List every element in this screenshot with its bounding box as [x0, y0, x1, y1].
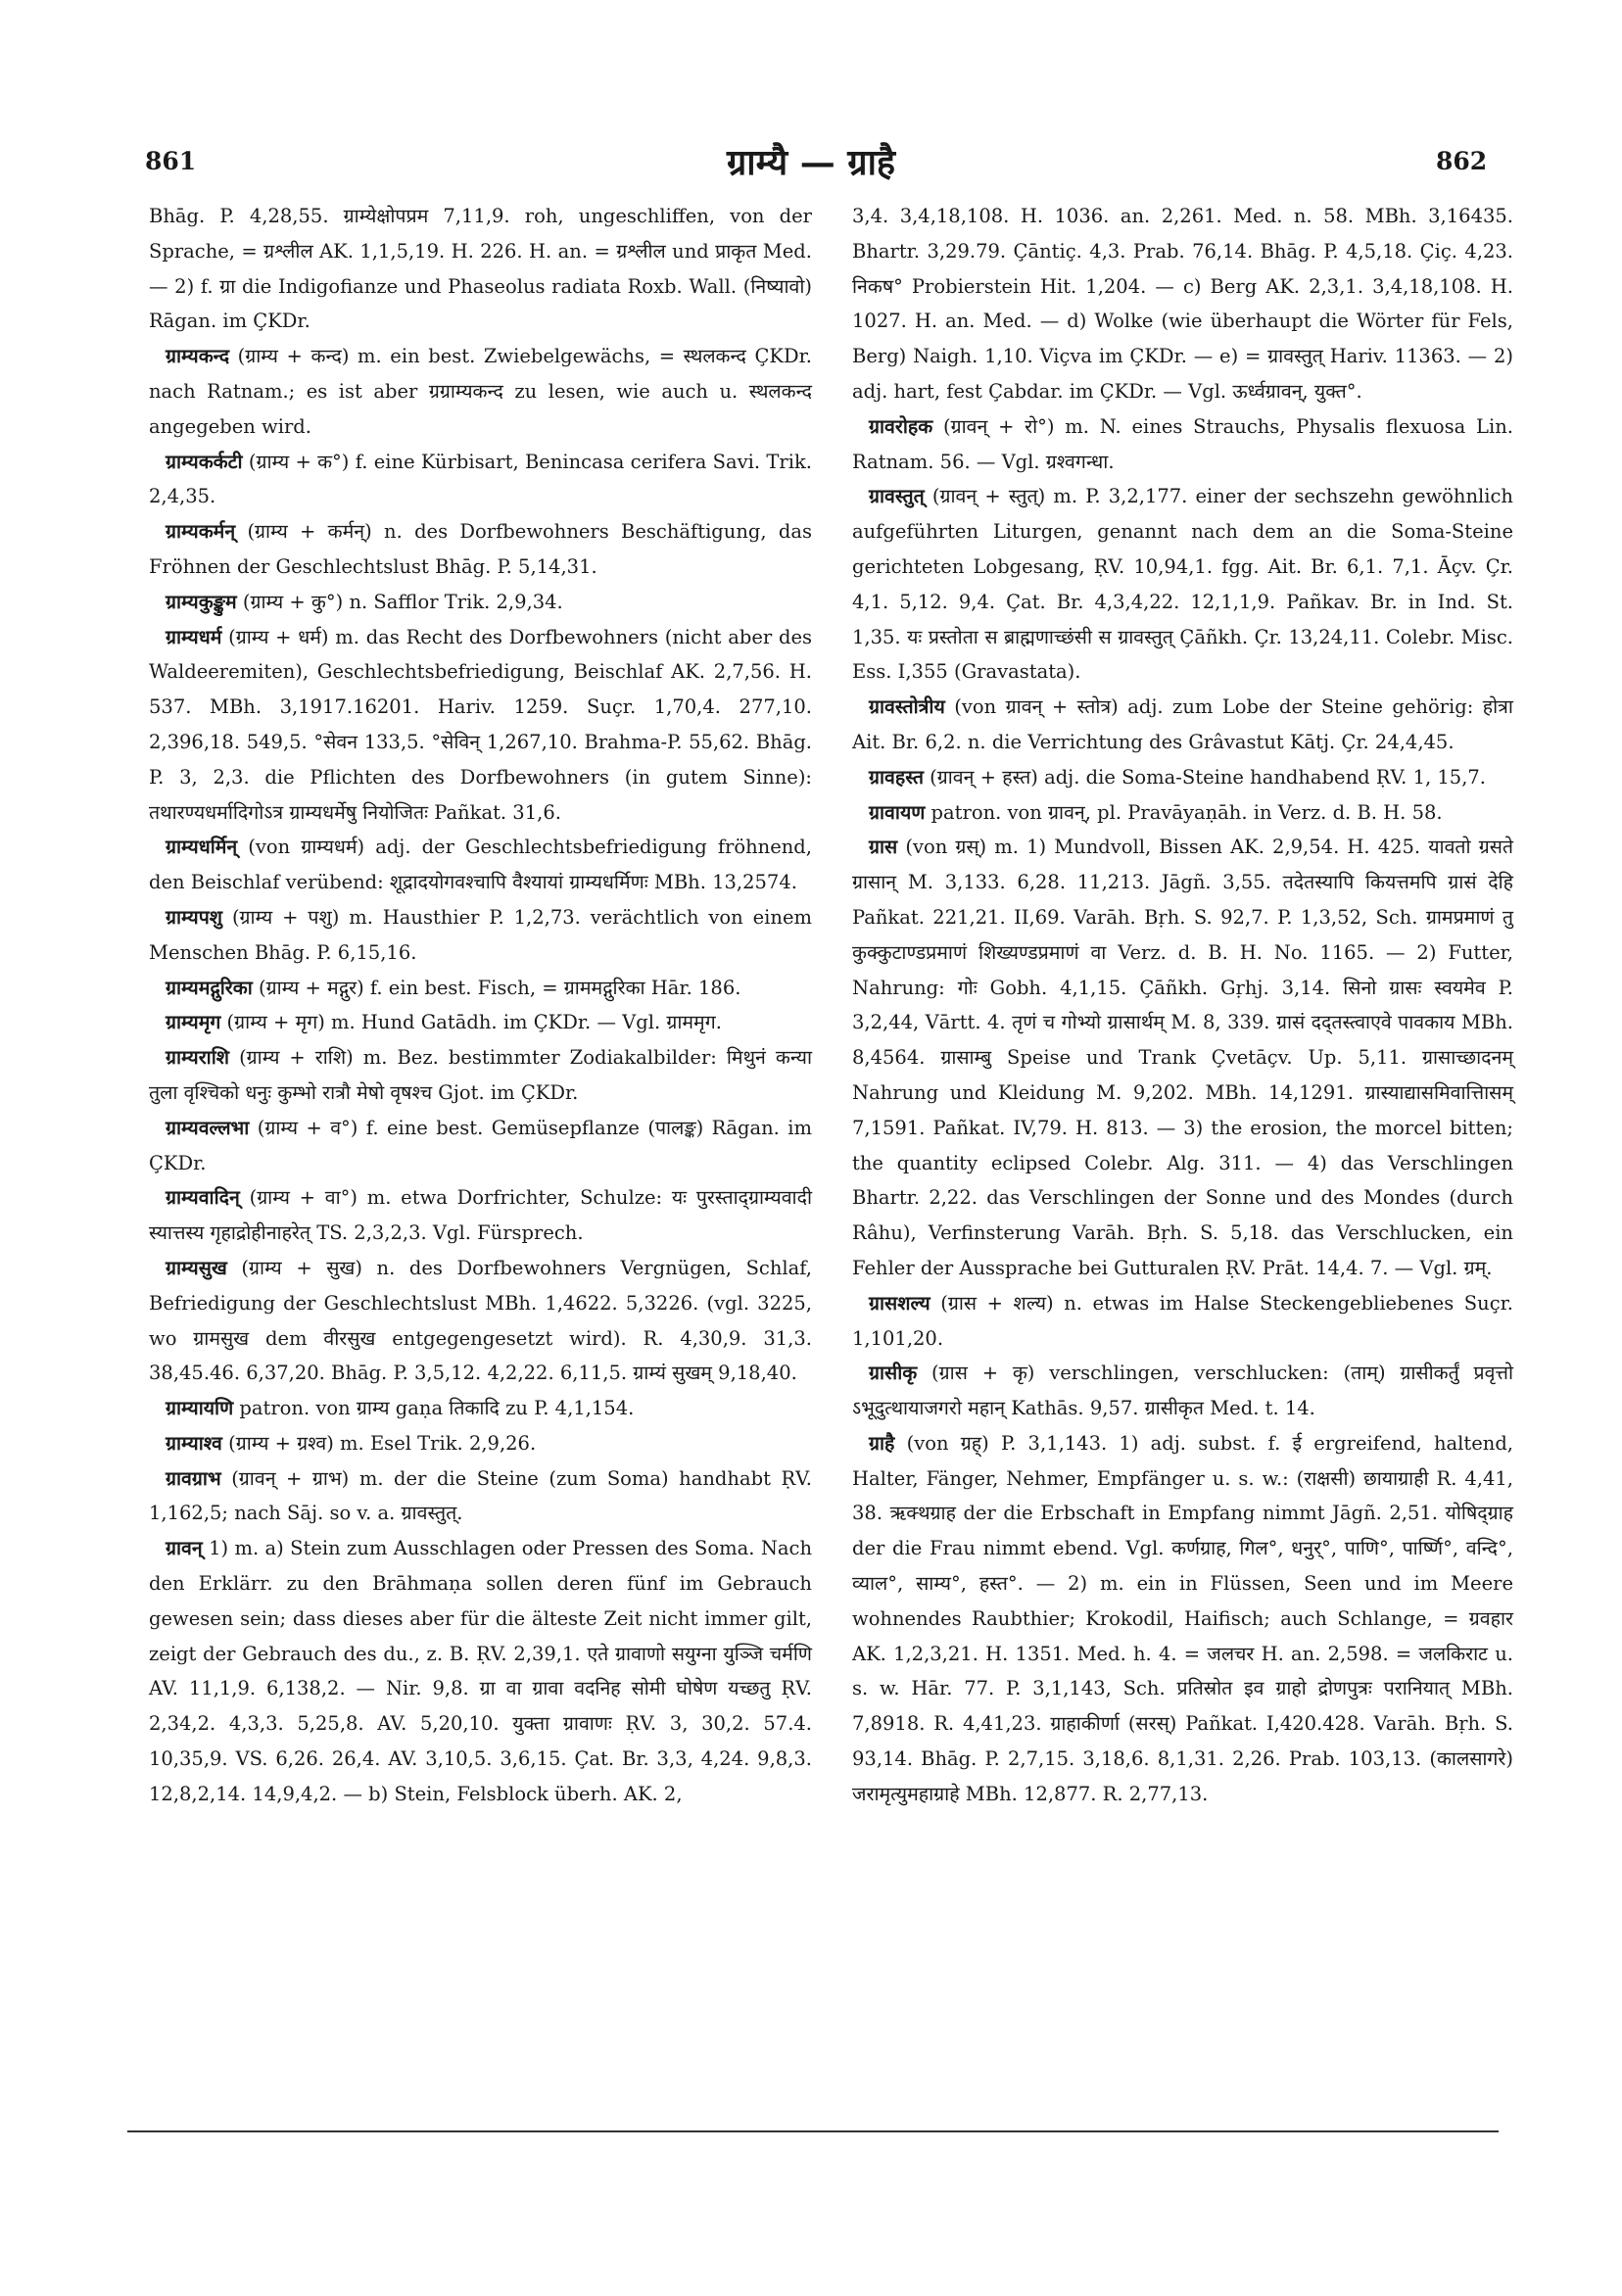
footer-rule [127, 2130, 1499, 2132]
running-head: ग्राम्यै — ग्राहै [726, 142, 896, 183]
headword: ग्राम्यकन्द [166, 345, 230, 368]
dictionary-entry [852, 830, 1513, 1285]
dictionary-entry [149, 445, 812, 515]
entry-text: (ग्राम्य + ग्रश्व) m. Esel Trik. 2,9,26. [221, 1431, 537, 1455]
entry-text: (ग्राम्य + वा°) m. etwa Dorfrichter, Schulze: यः पुरस्ताद्ग्राम्यवादी स्यात्तस्य गृहाद्रोहीनाहरेत् TS. 2,3,2,3. Vgl. Fürsprech. [149, 1186, 812, 1245]
dictionary-entry [149, 1461, 812, 1532]
headword: ग्रावस्तोत्रीय [869, 695, 945, 719]
headword: ग्रासीकृ [869, 1362, 918, 1385]
dictionary-entry [149, 339, 812, 444]
dictionary-entry [852, 479, 1513, 690]
dictionary-entry [149, 199, 812, 339]
entry-text: patron. von ग्राम्य gaṇa तिकादि zu P. 4,1,154. [233, 1397, 635, 1420]
entry-text: (ग्राम्य + मद्गुर) f. ein best. Fisch, = ग्राममद्गुरिका Hār. 186. [252, 976, 741, 999]
entry-text: (ग्राम्य + व°) f. eine best. Gemüsepflanze (पालङ्क) Rāgan. im ÇKDr. [149, 1116, 812, 1174]
headword: ग्रासशल्य [869, 1291, 930, 1315]
entry-text: (ग्रावन् + रो°) m. N. eines Strauchs, Physalis flexuosa Lin. Ratnam. 56. — Vgl. ग्रश्वगन्धा. [852, 414, 1513, 473]
dictionary-entry [149, 1040, 812, 1111]
entry-text: (ग्राम्य + क°) f. eine Kürbisart, Benincasa cerifera Savi. Trik. 2,4,35. [149, 450, 812, 508]
dictionary-entry [149, 830, 812, 900]
dictionary-entry [852, 760, 1513, 795]
headword: ग्राम्यधर्मिन् [166, 836, 238, 859]
dictionary-entry [149, 585, 812, 620]
headword: ग्रावायण [869, 800, 926, 824]
right-column [852, 199, 1513, 1812]
entry-text: (ग्रास + शल्य) n. etwas im Halse Steckengebliebenes Suçr. 1,101,20. [852, 1291, 1513, 1350]
entry-text: (ग्राम्य + कन्द) m. ein best. Zwiebelgewächs, = स्थलकन्द ÇKDr. nach Ratnam.; es ist aber ग्रग्राम्यकन्द zu lesen, wie auch u. स्थलकन्द angegeben wird. [149, 345, 812, 438]
entry-text: patron. von ग्रावन्, pl. Pravāyaṇāh. in Verz. d. B. H. 58. [925, 800, 1443, 824]
dictionary-entry [852, 795, 1513, 831]
dictionary-entry [149, 1426, 812, 1461]
headword: ग्राम्यधर्म [166, 625, 222, 648]
dictionary-entry [852, 1426, 1513, 1812]
entry-text: 1) m. a) Stein zum Ausschlagen oder Pressen des Soma. Nach den Erklärr. zu den Brāhmaṇa sollen deren fünf im Gebrauch gewesen sein; dass dieses aber für die älteste Zeit nicht immer gilt, zeigt der Gebrauch des du., z. B. ṚV. 2,39,1. एते ग्रावाणो सयुग्ना युञ्जि चर्मणि AV. 11,1,9. 6,138,2. — Nir. 9,8. ग्रा वा ग्रावा वदनिह सोमी घोषेण यच्छतु ṚV. 2,34,2. 4,3,3. 5,25,8. AV. 5,20,10. युक्ता ग्रावाणः ṚV. 3, 30,2. 57.4. 10,35,9. VS. 6,26. 26,4. AV. 3,10,5. 3,6,15. Çat. Br. 3,3, 4,24. 9,8,3. 12,8,2,14. 14,9,4,2. — b) Stein, Felsblock überh. AK. 2, [149, 1537, 812, 1805]
dictionary-entry [149, 1391, 812, 1426]
entry-text: (ग्राम्य + धर्म) m. das Recht des Dorfbewohners (nicht aber des Waldeeremiten), Geschlechtsbefriedigung, Beischlaf AK. 2,7,56. H. 537. MBh. 3,1917.16201. Hariv. 1259. Suçr. 1,70,4. 277,10. 2,396,18. 549,5. °सेवन 133,5. °सेविन् 1,267,10. Brahma-P. 55,62. Bhāg. P. 3, 2,3. die Pflichten des Dorfbewohners (in gutem Sinne): तथारण्यधर्मादिगोऽत्र ग्राम्यधर्मेषु नियोजितः Pañkat. 31,6. [149, 625, 812, 824]
dictionary-entry [149, 971, 812, 1006]
dictionary-entry [149, 1531, 812, 1811]
dictionary-entry [852, 1356, 1513, 1426]
headword: ग्राम्यसुख [166, 1256, 227, 1279]
dictionary-entry [149, 1180, 812, 1251]
headword: ग्रावहस्त [869, 765, 924, 789]
entry-text: (von ग्राम्यधर्म) adj. der Geschlechtsbefriedigung fröhnend, den Beischlaf verübend: शूद्रादयोगवश्चापि वैश्यायां ग्राम्यधर्मिणः MBh. 13,2574. [149, 836, 812, 894]
headword: ग्राम्यवादिन् [166, 1186, 240, 1210]
entry-text: (ग्राम्य + सुख) n. des Dorfbewohners Vergnügen, Schlaf, Befriedigung der Geschlechtslust MBh. 1,4622. 5,3226. (vgl. 3225, wo ग्रामसुख dem वीरसुख entgegengesetzt wird). R. 4,30,9. 31,3. 38,45.46. 6,37,20. Bhāg. P. 3,5,12. 4,2,22. 6,11,5. ग्राम्यं सुखम् 9,18,40. [149, 1256, 812, 1385]
entry-text: (ग्राम्य + कर्मन्) n. des Dorfbewohners Beschäftigung, das Fröhnen der Geschlechtslust Bhāg. P. 5,14,31. [149, 520, 812, 578]
entry-text: (ग्राम्य + पशु) m. Hausthier P. 1,2,73. verächtlich von einem Menschen Bhāg. P. 6,15,16. [149, 905, 812, 964]
dictionary-entry [852, 199, 1513, 409]
entry-text: Bhāg. P. 4,28,55. ग्राम्येक्षोपप्रम 7,11,9. roh, ungeschliffen, von der Sprache, = ग्रश्लील AK. 1,1,5,19. H. 226. H. an. = ग्रश्लील und प्राकृत Med. — 2) f. ग्रा die Indigofianze und Phaseolus radiata Roxb. Wall. (निष्यावो) Rāgan. im ÇKDr. [149, 205, 812, 333]
entry-text: 3,4. 3,4,18,108. H. 1036. an. 2,261. Med. n. 58. MBh. 3,16435. Bhartr. 3,29.79. Çāntiç. 4,3. Prab. 76,14. Bhāg. P. 4,5,18. Çiç. 4,23. निकष° Probierstein Hit. 1,204. — c) Berg AK. 2,3,1. 3,4,18,108. H. 1027. H. an. Med. — d) Wolke (wie überhaupt die Wörter für Fels, Berg) Naigh. 1,10. Viçva im ÇKDr. — e) = ग्रावस्तुत् Hariv. 11363. — 2) adj. hart, fest Çabdar. im ÇKDr. — Vgl. ऊर्ध्वग्रावन्, युक्त°. [852, 205, 1513, 403]
left-column [149, 199, 812, 1812]
headword: ग्राम्यकुङ्कुम [166, 590, 237, 613]
headword: ग्रावस्तुत् [869, 485, 925, 508]
headword: ग्राम्यायणि [166, 1397, 234, 1420]
headword: ग्रास [869, 836, 898, 859]
headword: ग्राम्यपशु [166, 905, 223, 929]
dictionary-entry [852, 1286, 1513, 1357]
page-number-right: 862 [1436, 147, 1488, 175]
page-number-left: 861 [145, 147, 197, 175]
entry-text: (ग्रावन् + हस्त) adj. die Soma-Steine handhabend ṚV. 1, 15,7. [923, 765, 1486, 789]
dictionary-entry [149, 1251, 812, 1391]
dictionary-entry [149, 514, 812, 585]
entry-text: (von ग्रह्) P. 3,1,143. 1) adj. subst. f. ई ergreifend, haltend, Halter, Fänger, Nehmer, Empfänger u. s. w.: (राक्षसी) छायाग्राही R. 4,41, 38. ऋक्थग्राह der die Erbschaft in Empfang nimmt Jāgñ. 2,51. योषिद्ग्राह der die Frau nimmt ebend. Vgl. कर्णग्राह, गिल°, धनुर्°, पाणि°, पार्ष्णि°, वन्दि°, व्याल°, साम्य°, हस्त°. — 2) m. ein in Flüssen, Seen und im Meere wohnendes Raubthier; Krokodil, Haifisch; auch Schlange, = ग्रवहार AK. 1,2,3,21. H. 1351. Med. h. 4. = जलचर H. an. 2,598. = जलकिराट u. s. w. Hār. 77. P. 3,1,143, Sch. प्रतिस्रोत इव ग्राहो द्रोणपुत्रः परानियात् MBh. 7,8918. R. 4,41,23. ग्राहाकीर्णा (सरस्) Pañkat. I,420.428. Varāh. Bṛh. S. 93,14. Bhāg. P. 2,7,15. 3,18,6. 8,1,31. 2,26. Prab. 103,13. (कालसागरे) जरामृत्युमहाग्राहे MBh. 12,877. R. 2,77,13. [852, 1431, 1513, 1805]
dictionary-entry [852, 409, 1513, 480]
dictionary-entry [149, 1111, 812, 1181]
entry-text: (ग्रावन् + स्तुत्) m. P. 3,2,177. einer der sechszehn gewöhnlich aufgeführten Liturgen, genannt nach dem an die Soma-Steine gerichteten Lobgesang, ṚV. 10,94,1. fgg. Ait. Br. 6,1. 7,1. Āçv. Çr. 4,1. 5,12. 9,4. Çat. Br. 4,3,4,22. 12,1,1,9. Pañkav. Br. in Ind. St. 1,35. यः प्रस्तोता स ब्राह्मणाच्छंसी स ग्रावस्तुत् Çāñkh. Çr. 13,24,11. Colebr. Misc. Ess. I,355 (Gravastata). [852, 485, 1513, 684]
headword: ग्रावग्राभ [166, 1466, 221, 1490]
headword: ग्राम्यकर्मन् [166, 520, 236, 544]
headword: ग्राहै [869, 1431, 895, 1455]
entry-text: (ग्रावन् + ग्राभ) m. der die Steine (zum Soma) handhabt ṚV. 1,162,5; nach Sāj. so v. a. ग्रावस्तुत्. [149, 1466, 812, 1525]
dictionary-entry [852, 690, 1513, 760]
dictionary-entry [149, 620, 812, 831]
entry-text: (ग्राम्य + राशि) m. Bez. bestimmter Zodiakalbilder: मिथुनं कन्या तुला वृश्चिको धनुः कुम्भो रात्रौ मेषो वृषश्च Gjot. im ÇKDr. [149, 1046, 812, 1104]
headword: ग्रावन् [166, 1537, 203, 1560]
headword: ग्रावरोहक [869, 414, 933, 438]
dictionary-entry [149, 1005, 812, 1040]
entry-text: (ग्राम्य + मृग) m. Hund Gatādh. im ÇKDr. — Vgl. ग्राममृग. [220, 1011, 722, 1034]
headword: ग्राम्यवल्लभा [166, 1116, 250, 1139]
entry-text: (von ग्रस्) m. 1) Mundvoll, Bissen AK. 2,9,54. H. 425. यावतो ग्रसते ग्रासान् M. 3,133. 6,28. 11,213. Jāgñ. 3,55. तदेतस्यापि कियत्तमपि ग्रासं देहि Pañkat. 221,21. II,69. Varāh. Bṛh. S. 92,7. P. 1,3,52, Sch. ग्रामप्रमाणं तु कुक्कुटाण्डप्रमाणं शिख्यण्डप्रमाणं वा Verz. d. B. H. No. 1165. — 2) Futter, Nahrung: गोः Gobh. 4,1,15. Çāñkh. Gṛhj. 3,14. सिनो ग्रासः स्वयमेव P. 3,2,44, Vārtt. 4. तृणं च गोभ्यो ग्रासार्थम् M. 8, 339. ग्रासं दद्तस्त्वाएवे पावकाय MBh. 8,4564. ग्रासाम्बु Speise und Trank Çvetāçv. Up. 5,11. ग्रासाच्छादनम् Nahrung und Kleidung M. 9,202. MBh. 14,1291. ग्रास्याद्यासमिवात्तिासम् 7,1591. Pañkat. IV,79. H. 813. — 3) the erosion, the morcel bitten; the quantity eclipsed Colebr. Alg. 311. — 4) das Verschlingen Bhartr. 2,22. das Verschlingen der Sonne und des Mondes (durch Râhu), Verfinsterung Varāh. Bṛh. S. 5,18. das Verschlucken, ein Fehler der Aussprache bei Gutturalen ṚV. Prāt. 14,4. 7. — Vgl. ग्रम्. [852, 836, 1513, 1279]
headword: ग्राम्यमृग [166, 1011, 221, 1034]
headword: ग्राम्याश्व [166, 1431, 222, 1455]
entry-text: (ग्रास + कृ) verschlingen, verschlucken: (ताम्) ग्रासीकर्तुं प्रवृत्तो ऽभूदुत्थायाजगरो महान् Kathās. 9,57. ग्रासीकृत Med. t. 14. [852, 1362, 1513, 1420]
headword: ग्राम्यमद्गुरिका [166, 976, 253, 999]
headword: ग्राम्यराशि [166, 1046, 230, 1070]
entry-text: (von ग्रावन् + स्तोत्र) adj. zum Lobe der Steine gehörig: होत्रा Ait. Br. 6,2. n. die Verrichtung des Grâvastut Kātj. Çr. 24,4,45. [852, 695, 1513, 753]
dictionary-entry [149, 900, 812, 971]
entry-text: (ग्राम्य + कु°) n. Safflor Trik. 2,9,34. [236, 590, 563, 613]
headword: ग्राम्यकर्कटी [166, 450, 243, 473]
